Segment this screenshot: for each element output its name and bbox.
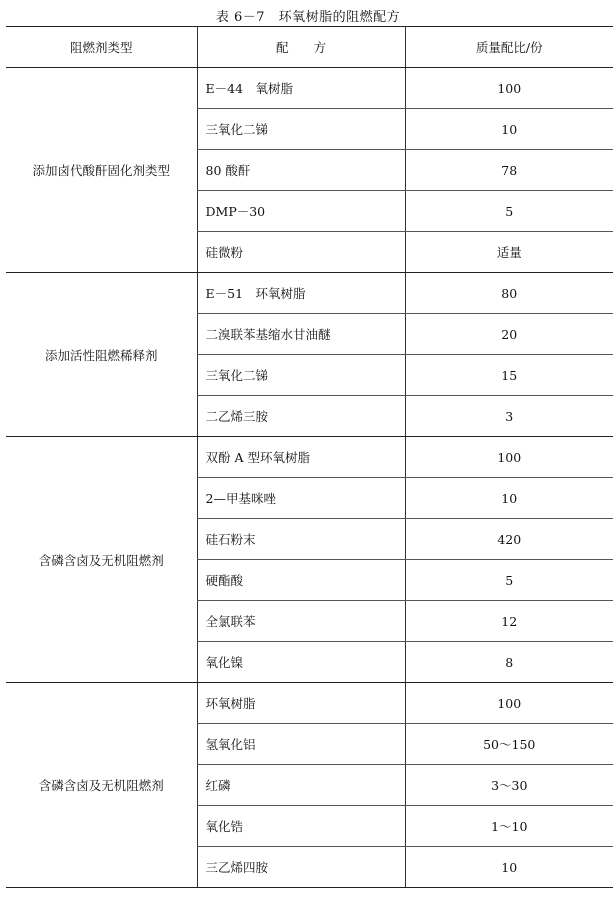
mass-ratio-cell: 80 (405, 273, 613, 314)
table-row (6, 68, 613, 109)
mass-ratio-cell: 10 (405, 847, 613, 888)
mass-ratio-cell: 8 (405, 642, 613, 683)
formula-ingredient-cell: 80 酸酐 (197, 150, 405, 191)
formula-ingredient-cell: 硅微粉 (197, 232, 405, 273)
table-caption: 表 6－7 环氧树脂的阻燃配方 (215, 10, 401, 25)
formula-ingredient-cell: 红磷 (197, 765, 405, 806)
mass-ratio-cell: 20 (405, 314, 613, 355)
formula-ingredient-cell: 三乙烯四胺 (197, 847, 405, 888)
formula-ingredient-cell: 氧化锆 (197, 806, 405, 847)
header-retardant-type: 阻燃剂类型 (6, 27, 197, 68)
formula-ingredient-cell: 2—甲基咪唑 (197, 478, 405, 519)
formula-ingredient-cell: 环氧树脂 (197, 683, 405, 724)
header-mass-ratio: 质量配比/份 (405, 27, 613, 68)
formula-ingredient-cell: 氧化镍 (197, 642, 405, 683)
formula-ingredient-cell: 双酚 A 型环氧树脂 (197, 437, 405, 478)
mass-ratio-cell: 420 (405, 519, 613, 560)
mass-ratio-cell: 15 (405, 355, 613, 396)
mass-ratio-cell: 3～30 (405, 765, 613, 806)
mass-ratio-cell: 12 (405, 601, 613, 642)
mass-ratio-cell: 100 (405, 683, 613, 724)
retardant-type-cell: 添加卤代酸酐固化剂类型 (6, 68, 197, 273)
mass-ratio-cell: 78 (405, 150, 613, 191)
formula-ingredient-cell: 二溴联苯基缩水甘油醚 (197, 314, 405, 355)
table-row (6, 437, 613, 478)
mass-ratio-cell: 50～150 (405, 724, 613, 765)
formula-ingredient-cell: E－44 氧树脂 (197, 68, 405, 109)
formula-ingredient-cell: 三氧化二锑 (197, 355, 405, 396)
formula-ingredient-cell: 三氧化二锑 (197, 109, 405, 150)
flame-retardant-formula-table (6, 26, 613, 888)
mass-ratio-cell: 100 (405, 437, 613, 478)
formula-ingredient-cell: 氢氧化铝 (197, 724, 405, 765)
formula-ingredient-cell: 硬酯酸 (197, 560, 405, 601)
table-header-row (6, 27, 613, 68)
formula-ingredient-cell: DMP－30 (197, 191, 405, 232)
formula-ingredient-cell: 全氯联苯 (197, 601, 405, 642)
retardant-type-cell: 添加活性阻燃稀释剂 (6, 273, 197, 437)
mass-ratio-cell: 10 (405, 478, 613, 519)
header-formula: 配 方 (197, 27, 405, 68)
retardant-type-cell: 含磷含卤及无机阻燃剂 (6, 683, 197, 888)
mass-ratio-cell: 10 (405, 109, 613, 150)
mass-ratio-cell: 5 (405, 560, 613, 601)
formula-ingredient-cell: E－51 环氧树脂 (197, 273, 405, 314)
table-row (6, 683, 613, 724)
mass-ratio-cell: 100 (405, 68, 613, 109)
formula-ingredient-cell: 二乙烯三胺 (197, 396, 405, 437)
table-row (6, 273, 613, 314)
mass-ratio-cell: 5 (405, 191, 613, 232)
retardant-type-cell: 含磷含卤及无机阻燃剂 (6, 437, 197, 683)
mass-ratio-cell: 3 (405, 396, 613, 437)
mass-ratio-cell: 1～10 (405, 806, 613, 847)
mass-ratio-cell: 适量 (405, 232, 613, 273)
table-body (6, 68, 613, 888)
formula-ingredient-cell: 硅石粉末 (197, 519, 405, 560)
